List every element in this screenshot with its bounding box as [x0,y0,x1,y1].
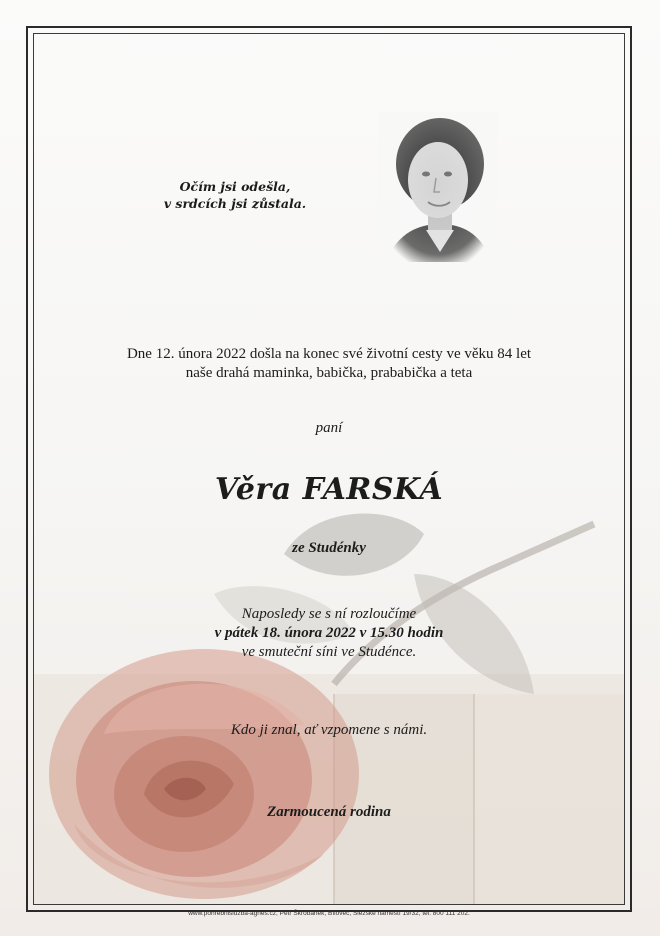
remembrance-text: Kdo ji znal, ať vzpomene s námi. [230,722,428,738]
intro-line-1: Dne 12. února 2022 došla na konec své životní cesty ve věku 84 let [126,346,532,362]
portrait-photo [378,112,498,272]
funeral-date-time: v pátek 18. února 2022 v 15.30 hodin [214,625,444,641]
intro-line-2: naše drahá maminka, babička, prababička a teta [185,365,473,381]
funeral-details [34,605,624,662]
inner-border [33,33,625,905]
motto [150,178,320,212]
funeral-place: ve smuteční síni ve Studénce. [241,644,417,660]
origin: ze Studénky [292,540,366,556]
honorific: paní [315,420,343,436]
intro-text [34,345,624,383]
motto-line-1: Očím jsi odešla, [179,179,291,194]
funeral-service-footer: www.pohrebnisluzba-agnes.cz, Petr Škrobánek, Bílovec, Slezské náměstí 19/32, tel. 800 111 202. [188,910,470,917]
family-signature: Zarmoucená rodina [267,804,391,820]
deceased-name: Věra FARSKÁ [214,472,444,507]
motto-line-2: v srdcích jsi zůstala. [163,196,307,211]
funeral-line-1: Naposledy se s ní rozloučíme [241,606,417,622]
